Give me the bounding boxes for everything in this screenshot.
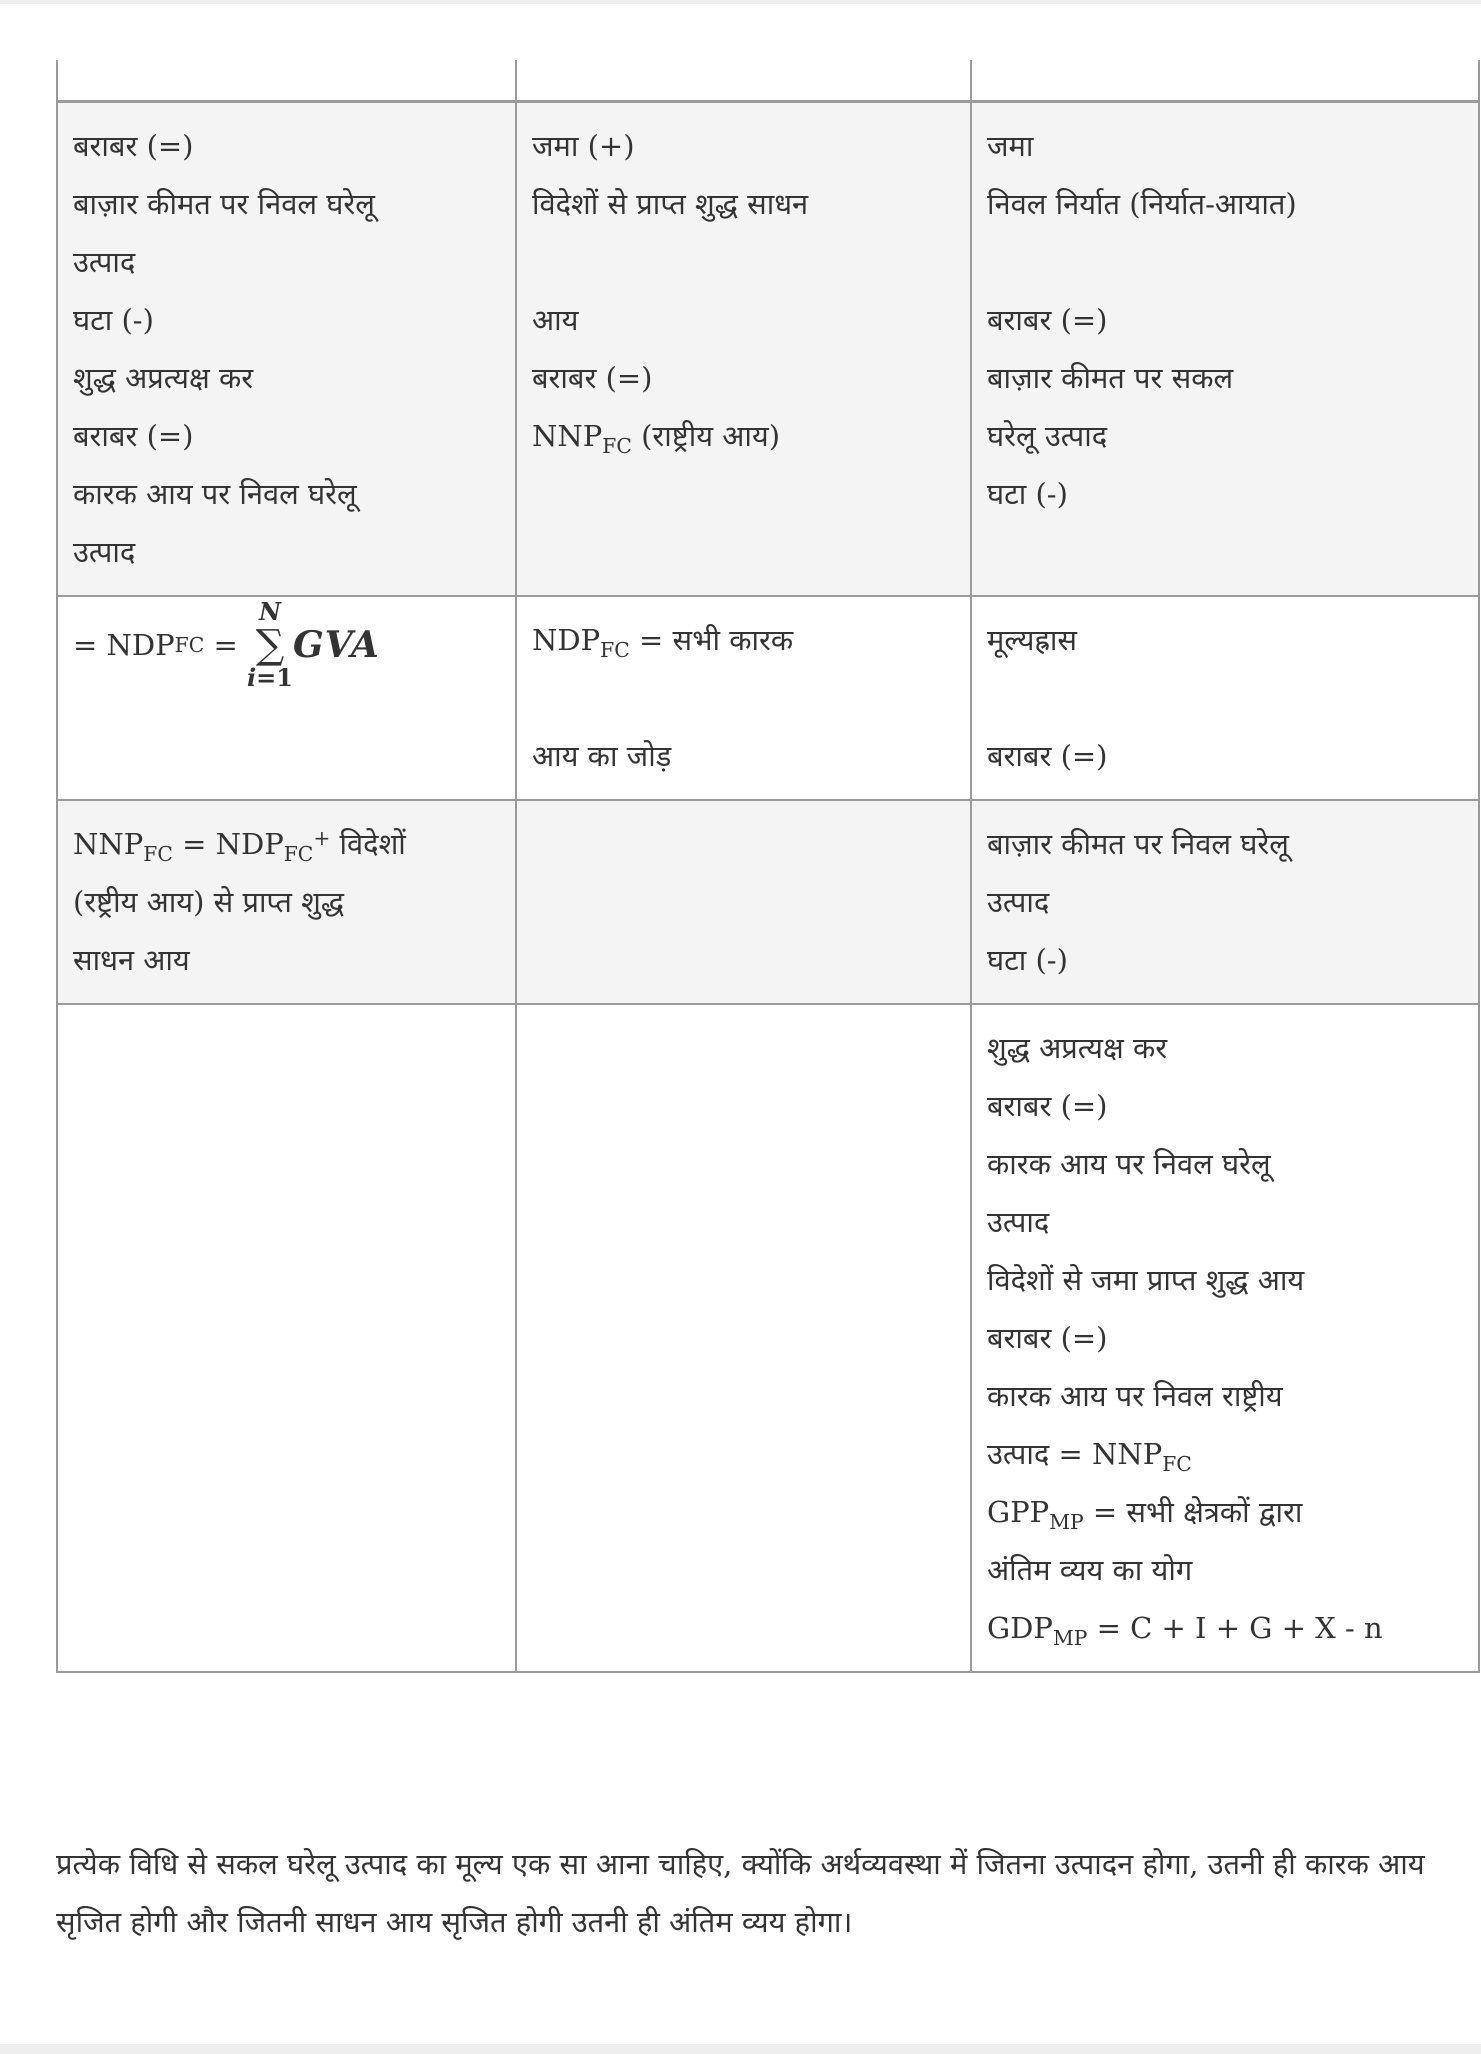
cell-line: शुद्ध अप्रत्यक्ष कर bbox=[987, 1031, 1168, 1065]
formula-sub: FC bbox=[1162, 1452, 1192, 1477]
cell-line: मूल्यह्रास bbox=[987, 623, 1077, 657]
sum-lower-limit bbox=[247, 665, 293, 691]
sum-gva-formula: = NDP FC = N ∑ i=1 GVA bbox=[73, 597, 380, 692]
cell-line: शुद्ध अप्रत्यक्ष कर bbox=[73, 361, 254, 395]
table-cell bbox=[971, 596, 1479, 800]
formula-eq: = bbox=[204, 628, 247, 662]
cell-line: उत्पाद bbox=[987, 1205, 1050, 1239]
cell-line: बराबर (=) bbox=[987, 1089, 1108, 1123]
formula-line bbox=[73, 815, 501, 873]
formula-rest: (राष्ट्रीय आय) bbox=[631, 419, 781, 453]
table-row bbox=[57, 1004, 1479, 1672]
formula-term: GVA bbox=[292, 624, 380, 666]
sum-index: i bbox=[247, 663, 257, 692]
cell-line: बराबर (=) bbox=[532, 361, 653, 395]
cell-line: जमा bbox=[987, 129, 1034, 163]
table-cell bbox=[57, 60, 516, 102]
cell-line: (रष्ट्रीय आय) से प्राप्त शुद्ध bbox=[73, 885, 345, 919]
formula-sub: FC bbox=[600, 638, 630, 663]
blank-line bbox=[532, 669, 956, 727]
blank-line bbox=[987, 233, 1464, 291]
cell-line: बाज़ार कीमत पर निवल घरेलू bbox=[987, 827, 1289, 861]
cell-line: बराबर (=) bbox=[987, 739, 1108, 773]
sigma-icon: ∑ bbox=[255, 622, 285, 668]
cell-line: आय bbox=[532, 303, 579, 337]
table-cell bbox=[971, 60, 1479, 102]
summary-paragraph: प्रत्येक विधि से सकल घरेलू उत्पाद का मूल्य एक सा आना चाहिए, क्योंकि अर्थव्यवस्था में जितना उत्पादन होगा, उतनी ही कारक आय सृजित होगी और जितनी साधन आय सृजित होगी उतनी ही अंतिम व्यय होगा। bbox=[56, 1847, 1425, 1939]
blank-line bbox=[532, 233, 956, 291]
cell-line: विदेशों से प्राप्त शुद्ध साधन bbox=[532, 187, 809, 221]
table-cell bbox=[57, 1004, 516, 1672]
table-cell bbox=[516, 800, 971, 1004]
cell-line: बराबर (=) bbox=[73, 419, 194, 453]
cell-line: बराबर (=) bbox=[73, 129, 194, 163]
formula-main: उत्पाद = NNP bbox=[987, 1437, 1163, 1471]
formula-sub: FC bbox=[602, 434, 632, 459]
cell-line: घटा (-) bbox=[73, 303, 154, 337]
table-cell bbox=[57, 596, 516, 800]
summation-symbol bbox=[247, 599, 293, 691]
table-cell bbox=[971, 800, 1479, 1004]
formula-sup: + bbox=[313, 825, 331, 850]
table-cell bbox=[971, 1004, 1479, 1672]
cell-line: उत्पाद bbox=[73, 535, 136, 569]
cell-line: आय का जोड़ bbox=[532, 739, 672, 773]
table-cell bbox=[971, 102, 1479, 597]
bottom-band bbox=[0, 2044, 1481, 2054]
table-row bbox=[57, 596, 1479, 800]
cell-line: निवल निर्यात (निर्यात-आयात) bbox=[987, 187, 1297, 221]
table-cell bbox=[516, 596, 971, 800]
table-cell bbox=[57, 102, 516, 597]
cell-line: जमा (+) bbox=[532, 129, 635, 163]
formula-main: GPP bbox=[987, 1495, 1050, 1529]
table-row bbox=[57, 102, 1479, 597]
formula-main: NDP bbox=[532, 623, 601, 657]
blank-line bbox=[987, 669, 1464, 727]
formula-rest2: विदेशों bbox=[330, 827, 406, 861]
table-row bbox=[57, 60, 1479, 102]
cell-line: विदेशों से जमा प्राप्त शुद्ध आय bbox=[987, 1263, 1305, 1297]
formula-line bbox=[987, 1425, 1464, 1483]
formula-line bbox=[987, 1599, 1464, 1657]
cell-line: साधन आय bbox=[73, 943, 190, 977]
formula-rest: = सभी कारक bbox=[629, 623, 794, 657]
cell-line: घटा (-) bbox=[987, 477, 1068, 511]
formula-sub2: FC bbox=[283, 842, 314, 867]
sum-start: =1 bbox=[256, 663, 293, 692]
table-cell bbox=[516, 102, 971, 597]
formula-rest: = NDP bbox=[172, 827, 284, 861]
cell-line: बाज़ार कीमत पर निवल घरेलू bbox=[73, 187, 375, 221]
cell-line: घटा (-) bbox=[987, 943, 1068, 977]
formula-main: NNP bbox=[532, 419, 603, 453]
formula-line bbox=[532, 407, 956, 465]
table-cell bbox=[57, 800, 516, 1004]
table-cell bbox=[516, 1004, 971, 1672]
top-band bbox=[0, 0, 1481, 4]
formula-sub: FC bbox=[143, 842, 173, 867]
formula-main: GDP bbox=[987, 1611, 1053, 1645]
formula-line bbox=[532, 611, 956, 669]
cell-line: बराबर (=) bbox=[987, 303, 1108, 337]
cell-line: उत्पाद bbox=[987, 885, 1050, 919]
cell-line: घरेलू उत्पाद bbox=[987, 419, 1108, 453]
gdp-methods-table bbox=[56, 60, 1480, 1673]
cell-line: बाज़ार कीमत पर सकल bbox=[987, 361, 1234, 395]
formula-sub: MP bbox=[1049, 1510, 1084, 1535]
cell-line: कारक आय पर निवल घरेलू bbox=[987, 1147, 1271, 1181]
formula-main: NNP bbox=[73, 827, 144, 861]
cell-line: अंतिम व्यय का योग bbox=[987, 1553, 1193, 1587]
table-cell bbox=[516, 60, 971, 102]
formula-sub: MP bbox=[1052, 1626, 1088, 1651]
cell-line: कारक आय पर निवल राष्ट्रीय bbox=[987, 1379, 1283, 1413]
cell-line: कारक आय पर निवल घरेलू bbox=[73, 477, 357, 511]
sum-upper-limit: N bbox=[259, 597, 281, 626]
cell-line: बराबर (=) bbox=[987, 1321, 1108, 1355]
table-row bbox=[57, 800, 1479, 1004]
cell-line: उत्पाद bbox=[73, 245, 136, 279]
formula-rest: = सभी क्षेत्रकों द्वारा bbox=[1083, 1495, 1303, 1529]
formula-rest: = C + I + G + X - n bbox=[1087, 1611, 1383, 1645]
formula-line bbox=[987, 1483, 1464, 1541]
formula-prefix: = NDP bbox=[73, 628, 175, 662]
